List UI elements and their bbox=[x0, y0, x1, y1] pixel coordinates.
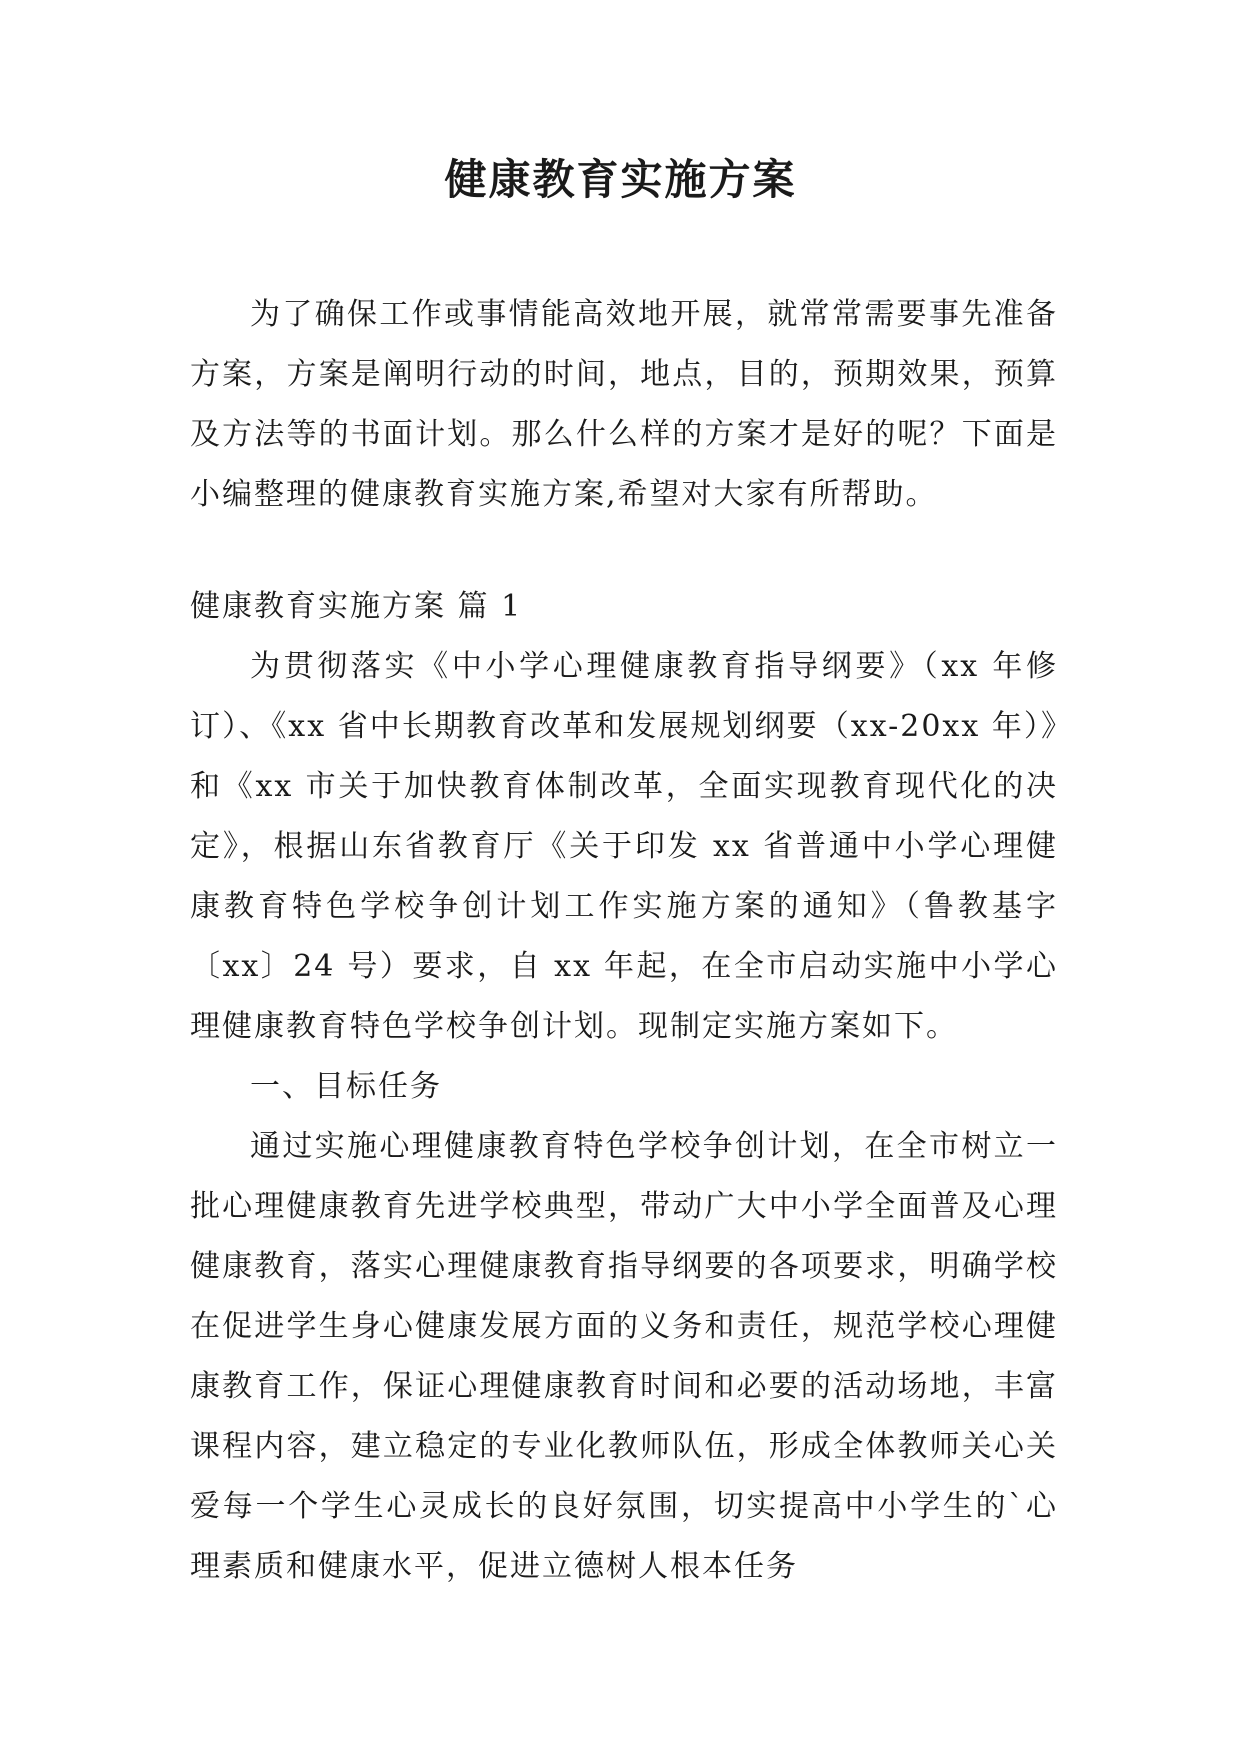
intro-block bbox=[190, 285, 1058, 525]
document-title: 健康教育实施方案 bbox=[444, 155, 797, 204]
intro-paragraph: 为了确保工作或事情能高效地开展，就常常需要事先准备方案，方案是阐明行动的时间，地点，目的，预期效果，预算及方法等的书面计划。那么什么样的方案才是好的呢？下面是小编整理的健康教育实施方案,希望对大家有所帮助。 bbox=[190, 297, 1058, 512]
body-paragraph-2: 通过实施心理健康教育特色学校争创计划，在全市树立一批心理健康教育先进学校典型，带动广大中小学全面普及心理健康教育，落实心理健康教育指导纲要的各项要求，明确学校在促进学生身心健康发展方面的义务和责任，规范学校心理健康教育工作，保证心理健康教育时间和必要的活动场地，丰富课程内容，建立稳定的专业化教师队伍，形成全体教师关心关爱每一个学生心灵成长的良好氛围，切实提高中小学生的`心理素质和健康水平，促进立德树人根本任务 bbox=[190, 1129, 1058, 1584]
body-paragraph-1: 为贯彻落实《中小学心理健康教育指导纲要》（xx 年修订）、《xx 省中长期教育改革和发展规划纲要（xx-20xx 年）》和《xx 市关于加快教育体制改革，全面实现教育现代化的决定》，根据山东省教育厅《关于印发 xx 省普通中小学心理健康教育特色学校争创计划工作实施方案的通知》（鲁教基字〔xx〕24 号）要求，自 xx 年起，在全市启动实施中小学心理健康教育特色学校争创计划。现制定实施方案如下。 bbox=[190, 649, 1058, 1044]
section-heading: 健康教育实施方案 篇 1 bbox=[190, 589, 523, 624]
subheading-goals: 一、目标任务 bbox=[250, 1069, 442, 1104]
section-body bbox=[190, 637, 1058, 1597]
